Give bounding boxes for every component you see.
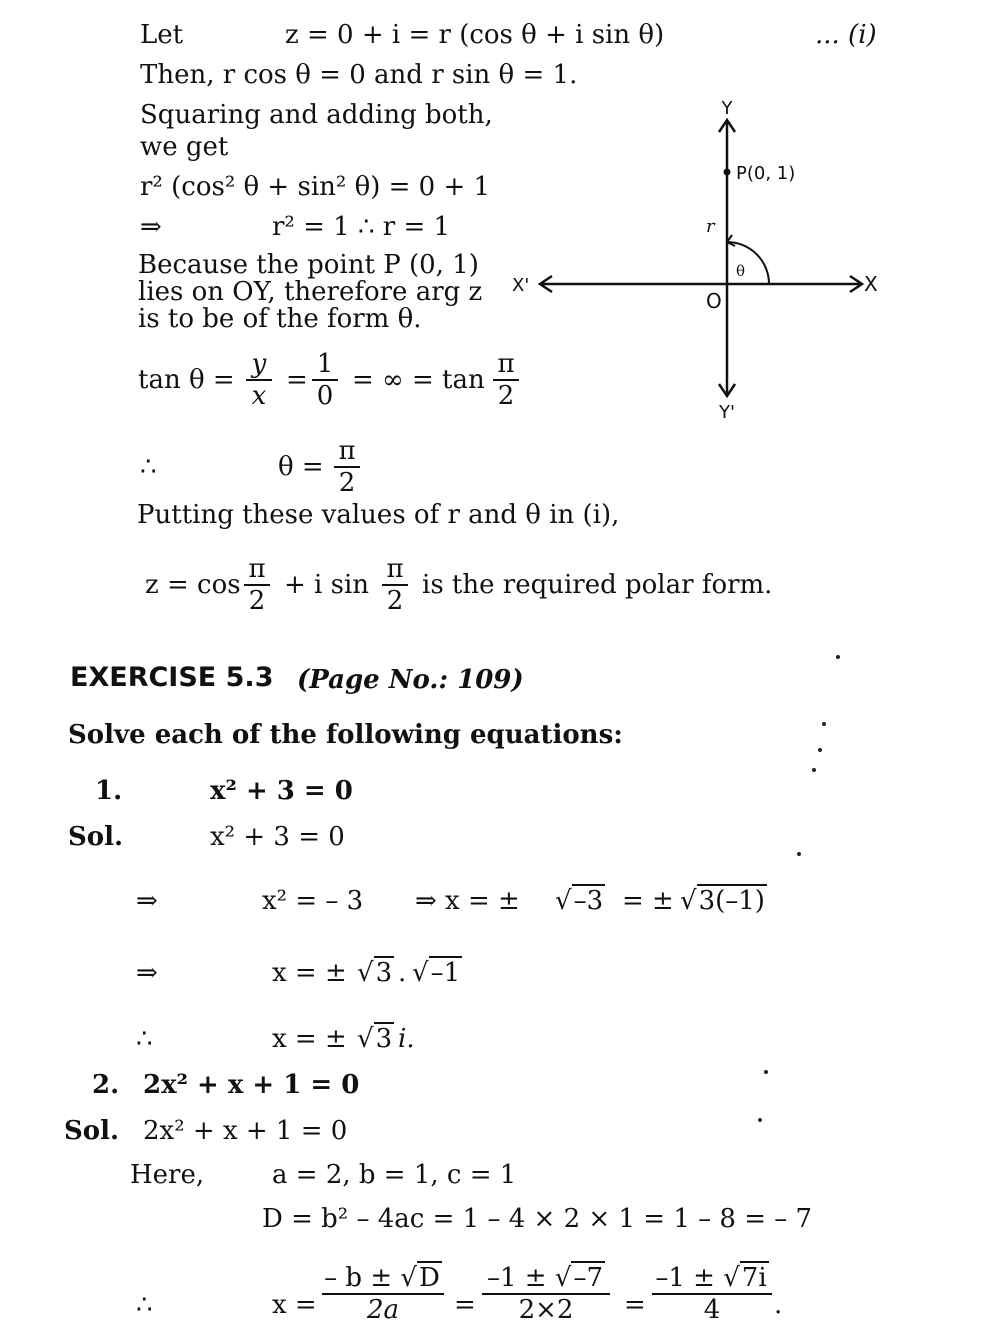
tan-lhs: tan θ = <box>138 365 235 395</box>
fraction-denominator: 2a <box>366 1295 400 1325</box>
quadratic-formula-fraction <box>322 1264 444 1324</box>
fraction-denominator: 2×2 <box>518 1295 574 1325</box>
radicand: 3 <box>375 1024 393 1054</box>
fraction-numerator: π <box>248 554 266 584</box>
fraction-numerator: y <box>251 349 267 379</box>
result-fraction <box>652 1264 772 1324</box>
fraction-numerator: – b ± √D <box>324 1263 440 1293</box>
scan-speck <box>797 852 801 856</box>
question-2-number: 2. <box>92 1070 120 1100</box>
because-line-1: Because the point P (0, 1) <box>138 250 479 280</box>
implies-symbol: ⇒ <box>140 212 162 242</box>
scan-speck <box>764 1070 768 1074</box>
equals-sign: = <box>624 1290 646 1320</box>
solution-2-label: Sol. <box>64 1116 120 1146</box>
scan-speck <box>836 655 840 659</box>
fraction-one-over-zero <box>312 350 338 410</box>
therefore-symbol: ∴ <box>136 1024 153 1054</box>
question-1-number: 1. <box>95 776 123 806</box>
fraction-denominator: 0 <box>316 381 334 411</box>
r-label: r <box>706 216 715 237</box>
angle-arc <box>727 242 769 284</box>
y-prime-label: Y' <box>719 402 735 423</box>
implies-symbol: ⇒ <box>136 886 158 916</box>
argand-diagram <box>500 90 900 430</box>
because-line-2: lies on OY, therefore arg z <box>138 277 483 307</box>
radicand: –3 <box>573 886 604 916</box>
fraction-denominator: 2 <box>338 468 356 498</box>
fraction-denominator: 2 <box>497 381 515 411</box>
page-reference: (Page No.: 109) <box>297 665 524 695</box>
numerator-text: – b ± <box>324 1263 393 1293</box>
here-label: Here, <box>130 1160 205 1190</box>
sqrt-minus-1: √–1 <box>412 958 461 988</box>
question-1-equation: x² + 3 = 0 <box>210 776 353 806</box>
plus-i-sin: + i sin <box>284 570 370 600</box>
polar-equation: z = 0 + i = r (cos θ + i sin θ) <box>285 20 665 50</box>
required-text: is the required polar form. <box>422 570 773 600</box>
scan-speck <box>758 1118 762 1122</box>
fraction-pi-over-two <box>382 555 408 615</box>
multiply-dot: . <box>398 958 407 988</box>
numerator-text: –1 ± <box>487 1263 547 1293</box>
therefore-symbol: ∴ <box>140 452 157 482</box>
solution-1-x-plus-minus: ⇒ x = ± <box>415 886 520 916</box>
fraction-numerator: π <box>386 554 404 584</box>
solution-2-equation: 2x² + x + 1 = 0 <box>143 1116 348 1146</box>
fraction-numerator: π <box>497 349 515 379</box>
tan-middle: = ∞ = tan <box>352 365 485 395</box>
fraction-denominator: x <box>251 381 267 411</box>
point-p <box>724 169 731 176</box>
fraction-y-over-x <box>246 350 272 410</box>
implies-symbol: ⇒ <box>136 958 158 988</box>
solution-1-x-plus-minus: x = ± <box>272 958 347 988</box>
scan-speck <box>822 722 826 726</box>
solution-1-equals-plus-minus: = ± <box>622 886 674 916</box>
because-line-3: is to be of the form θ. <box>138 304 422 334</box>
equals-sign: = <box>454 1290 476 1320</box>
solution-1-i: i. <box>398 1024 415 1054</box>
x-prime-label: X' <box>512 275 530 296</box>
fraction-denominator: 2 <box>386 586 404 616</box>
x-equals: x = <box>272 1290 317 1320</box>
final-period: . <box>774 1290 783 1320</box>
radicand: 3(–1) <box>698 886 765 916</box>
discriminant: D = b² – 4ac = 1 – 4 × 2 × 1 = 1 – 8 = – 7 <box>262 1204 813 1234</box>
fraction-numerator: –1 ± √7i <box>655 1263 767 1293</box>
sqrt-minus-3: √–3 <box>555 886 604 916</box>
fraction-denominator: 4 <box>703 1295 721 1325</box>
r-result: r² = 1 ∴ r = 1 <box>272 212 451 242</box>
instruction: Solve each of the following equations: <box>68 720 623 750</box>
y-label: Y <box>721 98 733 119</box>
putting-line: Putting these values of r and θ in (i), <box>137 500 620 530</box>
fraction-pi-over-two <box>244 555 270 615</box>
theta-equals: θ = <box>278 452 324 482</box>
fraction-denominator: 2 <box>248 586 266 616</box>
squaring-line-2: we get <box>140 132 229 162</box>
substituted-fraction <box>482 1264 610 1324</box>
equation-tag: ... (i) <box>815 20 877 50</box>
r-squared-equation: r² (cos² θ + sin² θ) = 0 + 1 <box>140 172 491 202</box>
sqrt-3-times-minus-1: √3(–1) <box>680 886 765 916</box>
fraction-numerator: 1 <box>316 349 334 379</box>
solution-1-label: Sol. <box>68 822 124 852</box>
z-cos: z = cos <box>145 570 241 600</box>
radicand: 3 <box>375 958 393 988</box>
point-p-label: P(0, 1) <box>736 163 796 184</box>
let-label: Let <box>140 20 184 50</box>
exercise-title: EXERCISE 5.3 <box>70 662 274 693</box>
radicand: –1 <box>430 958 461 988</box>
coefficients: a = 2, b = 1, c = 1 <box>272 1160 517 1190</box>
sqrt-3: √3 <box>357 1024 393 1054</box>
fraction-numerator: –1 ± √–7 <box>487 1263 603 1293</box>
sqrt-3: √3 <box>357 958 393 988</box>
question-2-equation: 2x² + x + 1 = 0 <box>143 1070 360 1100</box>
radicand: –7 <box>573 1263 603 1293</box>
squaring-line-1: Squaring and adding both, <box>140 100 493 130</box>
x-label: X <box>864 272 878 296</box>
then-line: Then, r cos θ = 0 and r sin θ = 1. <box>140 60 578 90</box>
therefore-symbol: ∴ <box>136 1290 153 1320</box>
scan-speck <box>818 748 822 752</box>
scan-speck <box>812 768 816 772</box>
radicand: 7i <box>741 1263 767 1293</box>
solution-1-x-squared: x² = – 3 <box>262 886 364 916</box>
solution-1-line-1: x² + 3 = 0 <box>210 822 345 852</box>
solution-1-x-plus-minus: x = ± <box>272 1024 347 1054</box>
radicand: D <box>418 1263 440 1293</box>
theta-label: θ <box>736 262 746 280</box>
fraction-pi-over-two <box>334 437 360 497</box>
numerator-text: –1 ± <box>655 1263 715 1293</box>
equals-sign: = <box>286 365 308 395</box>
fraction-numerator: π <box>338 436 356 466</box>
origin-label: O <box>706 289 722 313</box>
